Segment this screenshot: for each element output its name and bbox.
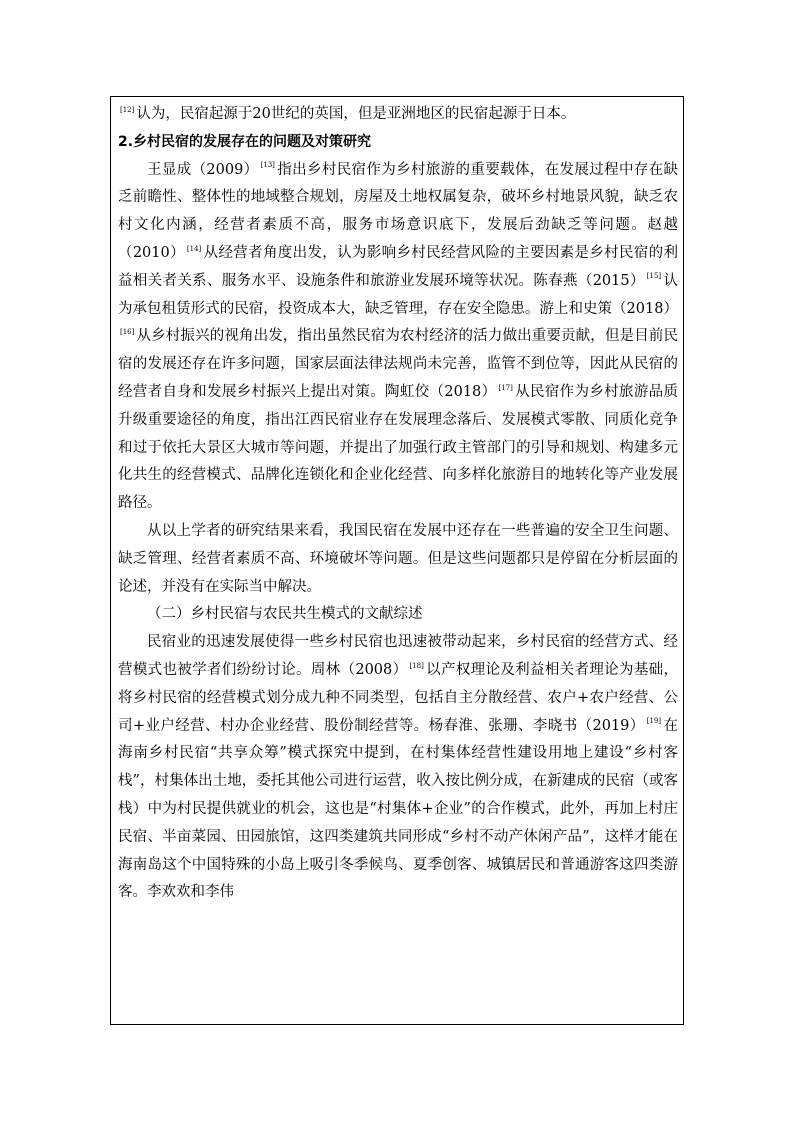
citation-ref: [17] bbox=[498, 383, 513, 392]
citation-ref: [19] bbox=[646, 717, 662, 726]
paragraph-problems: 王显成（2009） [13] 指出乡村民宿作为乡村旅游的重要载体，在发展过程中存在缺乏前瞻性、整体性的地域整合规划，房屋及土地权属复杂，破坏乡村地景风貌，缺乏农村文化内涵，经营者素质不高，服务市场意识底下，发展后劲缺乏等问题。赵越（2010） [14] 从经营者角度出发，认为影响乡村民经营风险的主要因素是乡村民宿的利益相关者关系、服务水平、设施条件和旅游业发展环境等状况。陈春燕（2015） [15] 认为承包租赁形式的民宿，投资成本大，缺乏管理，存在安全隐患。游上和史策（2018）[16] 从乡村振兴的视角出发，指出虽然民宿为农村经济的活力做出重要贡献，但是目前民宿的发展还存在许多问题，国家层面法律法规尚未完善，监管不到位等，因此从民宿的经营者自身和发展乡村振兴上提出对策。陶虹佼（2018） [17] 从民宿作为乡村旅游品质升级重要途径的角度，指出江西民宿业存在发展理念落后、发展模式零散、同质化竞争和过于依托大景区大城市等问题，并提出了加强行政主管部门的引导和规划、构建多元化共生的经营模式、品牌化连锁化和企业化经营、向多样化旅游目的地转化等产业发展路径。 bbox=[118, 161, 679, 512]
section-heading-b: （二）乡村民宿与农民共生模式的文献综述 bbox=[147, 606, 423, 623]
citation-ref: [13] bbox=[260, 161, 275, 170]
citation-ref: [16] bbox=[120, 328, 135, 337]
document-body bbox=[118, 101, 678, 907]
citation-ref: [14] bbox=[186, 244, 202, 253]
paragraph-origin: [12] 认为，民宿起源于20世纪的英国，但是亚洲地区的民宿起源于日本。 bbox=[120, 105, 576, 122]
citation-ref: [15] bbox=[646, 272, 662, 281]
section-heading-2: 2.乡村民宿的发展存在的问题及对策研究 bbox=[118, 133, 372, 150]
paragraph-models: 民宿业的迅速发展使得一些乡村民宿也迅速被带动起来，乡村民宿的经营方式、经营模式也被学者们纷纷讨论。周林（2008） [18] 以产权理论及利益相关者理论为基础，将乡村民宿的经营模式划分成九种不同类型，包括自主分散经营、农户+农户经营、公司+业户经营、村办企业经营、股份制经营等。杨春淮、张珊、李晓书（2019） [19] 在海南乡村民宿“共享众筹”模式探究中提到，在村集体经营性建设用地上建设“乡村客栈”，村集体出土地，委托其他公司进行运营，收入按比例分成，在新建成的民宿（或客栈）中为村民提供就业的机会，这也是“村集体+企业”的合作模式，此外，再加上村庄民宿、半亩菜园、田园旅馆，这四类建筑共同形成“乡村不动产休闲产品”，这样才能在海南岛这个中国特殊的小岛上吸引冬季候鸟、夏季创客、城镇居民和普通游客这四类游客。李欢欢和李伟 bbox=[118, 634, 679, 901]
citation-ref: [18] bbox=[409, 661, 424, 670]
paragraph-summary: 从以上学者的研究结果来看，我国民宿在发展中还存在一些普遍的安全卫生问题、缺乏管理、经营者素质不高、环境破坏等问题。但是这些问题都只是停留在分析层面的论述，并没有在实际当中解决。 bbox=[118, 522, 678, 595]
citation-ref: [12] bbox=[120, 105, 135, 114]
